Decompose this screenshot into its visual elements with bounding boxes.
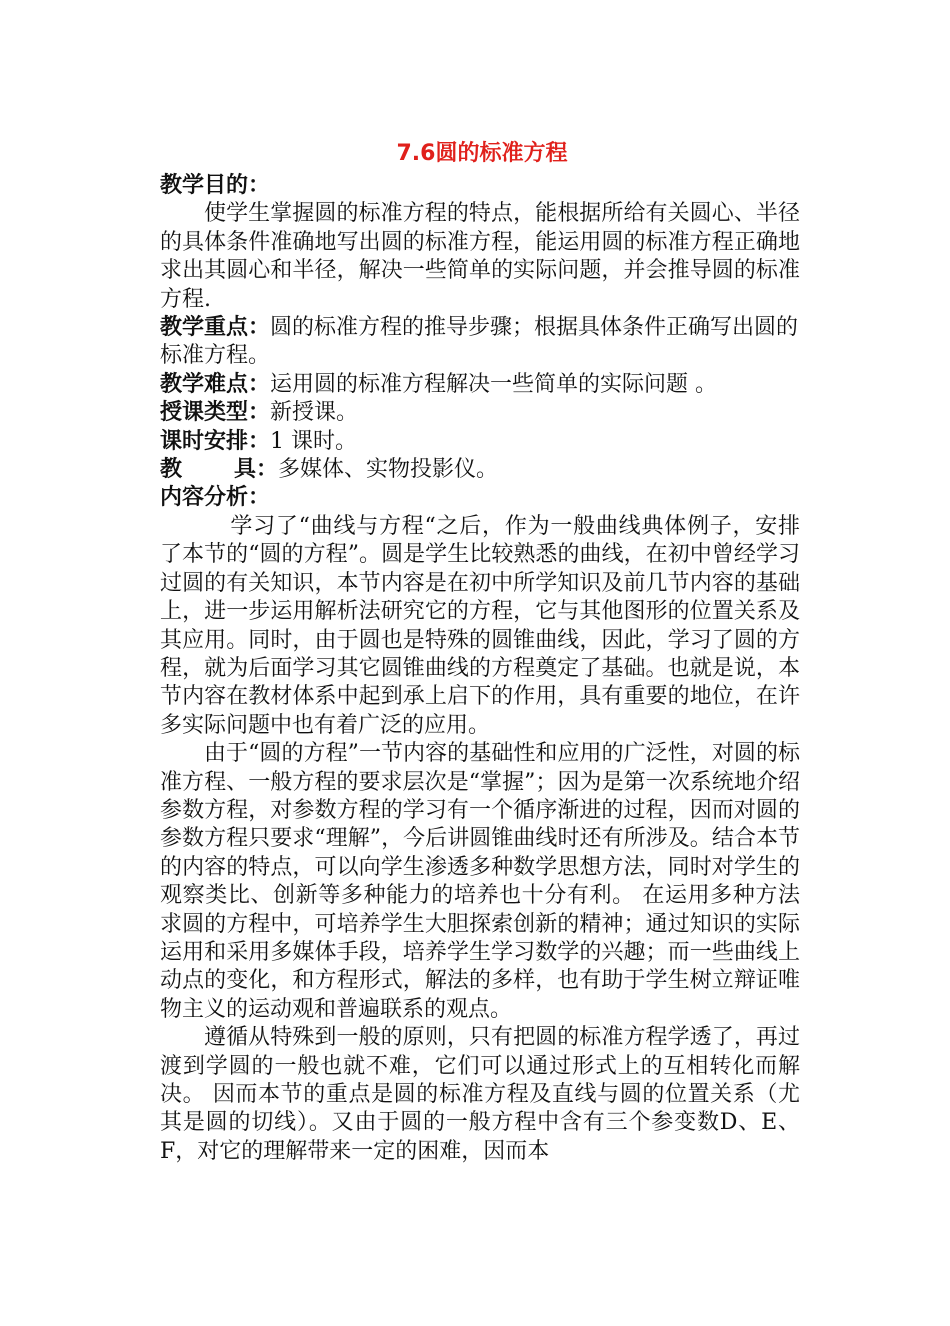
key-point-text: 圆的标准方程的推导步骤；根据具体条件正确写出圆的标准方程。 <box>160 315 799 369</box>
document-title: 7.6圆的标准方程 <box>396 141 568 166</box>
schedule-text: 1 课时。 <box>270 428 358 454</box>
lesson-type-text: 新授课。 <box>270 400 359 426</box>
tools-label-second: 具： <box>234 457 279 483</box>
objective-label: 教学目的： <box>160 173 271 198</box>
difficulty-label: 教学难点： <box>160 371 271 397</box>
difficulty-text: 运用圆的标准方程解决一些简单的实际问题 。 <box>270 371 718 397</box>
analysis-label: 内容分析： <box>160 485 271 511</box>
objective-text: 使学生掌握圆的标准方程的特点，能根据所给有关圆心、半径的具体条件准确地写出圆的标准方程，能运用圆的标准方程正确地求出其圆心和半径，解决一些简单的实际问题，并会推导圆的标准方程. <box>160 201 800 312</box>
objective-label-row <box>160 172 800 200</box>
analysis-label-row <box>160 484 800 512</box>
difficulty-row <box>160 371 800 399</box>
document-page <box>160 138 800 1166</box>
key-point-row <box>160 314 800 371</box>
tools-label-first: 教 <box>160 457 183 483</box>
analysis-paragraph: 学习了“曲线与方程“之后，作为一般曲线典体例子，安排了本节的“圆的方程”。圆是学生比较熟悉的曲线，在初中曾经学习过圆的有关知识，本节内容是在初中所学知识及前几节内容的基础上，进一步运用解析法研究它的方程，它与其他图形的位置关系及其应用。同时，由于圆也是特殊的圆锥曲线，因此，学习了圆的方程，就为后面学习其它圆锥曲线的方程奠定了基础。也就是说，本节内容在教材体系中起到承上启下的作用，具有重要的地位，在许多实际问题中也有着广泛的应用。 <box>160 513 800 738</box>
lesson-type-row <box>160 399 800 427</box>
schedule-row <box>160 428 800 456</box>
key-point-label: 教学重点： <box>160 315 271 341</box>
tools-row <box>160 456 800 484</box>
analysis-paragraph: 遵循从特殊到一般的原则，只有把圆的标准方程学透了，再过渡到学圆的一般也就不难，它们可以通过形式上的互相转化而解决。 因而本节的重点是圆的标准方程及直线与圆的位置关系（尤其是圆的切线）。又由于圆的一般方程中含有三个参变数D、E、F，对它的理解带来一定的困难，因而本 <box>160 1025 800 1164</box>
tools-text: 多媒体、实物投影仪。 <box>278 457 499 483</box>
lesson-type-label: 授课类型： <box>160 400 271 426</box>
analysis-paragraph: 由于“圆的方程”一节内容的基础性和应用的广泛性，对圆的标准方程、一般方程的要求层次是“掌握”；因为是第一次系统地介绍参数方程，对参数方程的学习有一个循序渐进的过程，因而对圆的参数方程只要求“理解”，今后讲圆锥曲线时还有所涉及。结合本节的内容的特点，可以向学生渗透多种数学思想方法，同时对学生的观察类比、创新等多种能力的培养也十分有利。 在运用多种方法求圆的方程中，可培养学生大胆探索创新的精神；通过知识的实际运用和采用多媒体手段，培养学生学习数学的兴趣；而一些曲线上动点的变化，和方程形式，解法的多样，也有助于学生树立辩证唯物主义的运动观和普遍联系的观点。 <box>160 741 800 1022</box>
schedule-label: 课时安排： <box>160 428 271 454</box>
